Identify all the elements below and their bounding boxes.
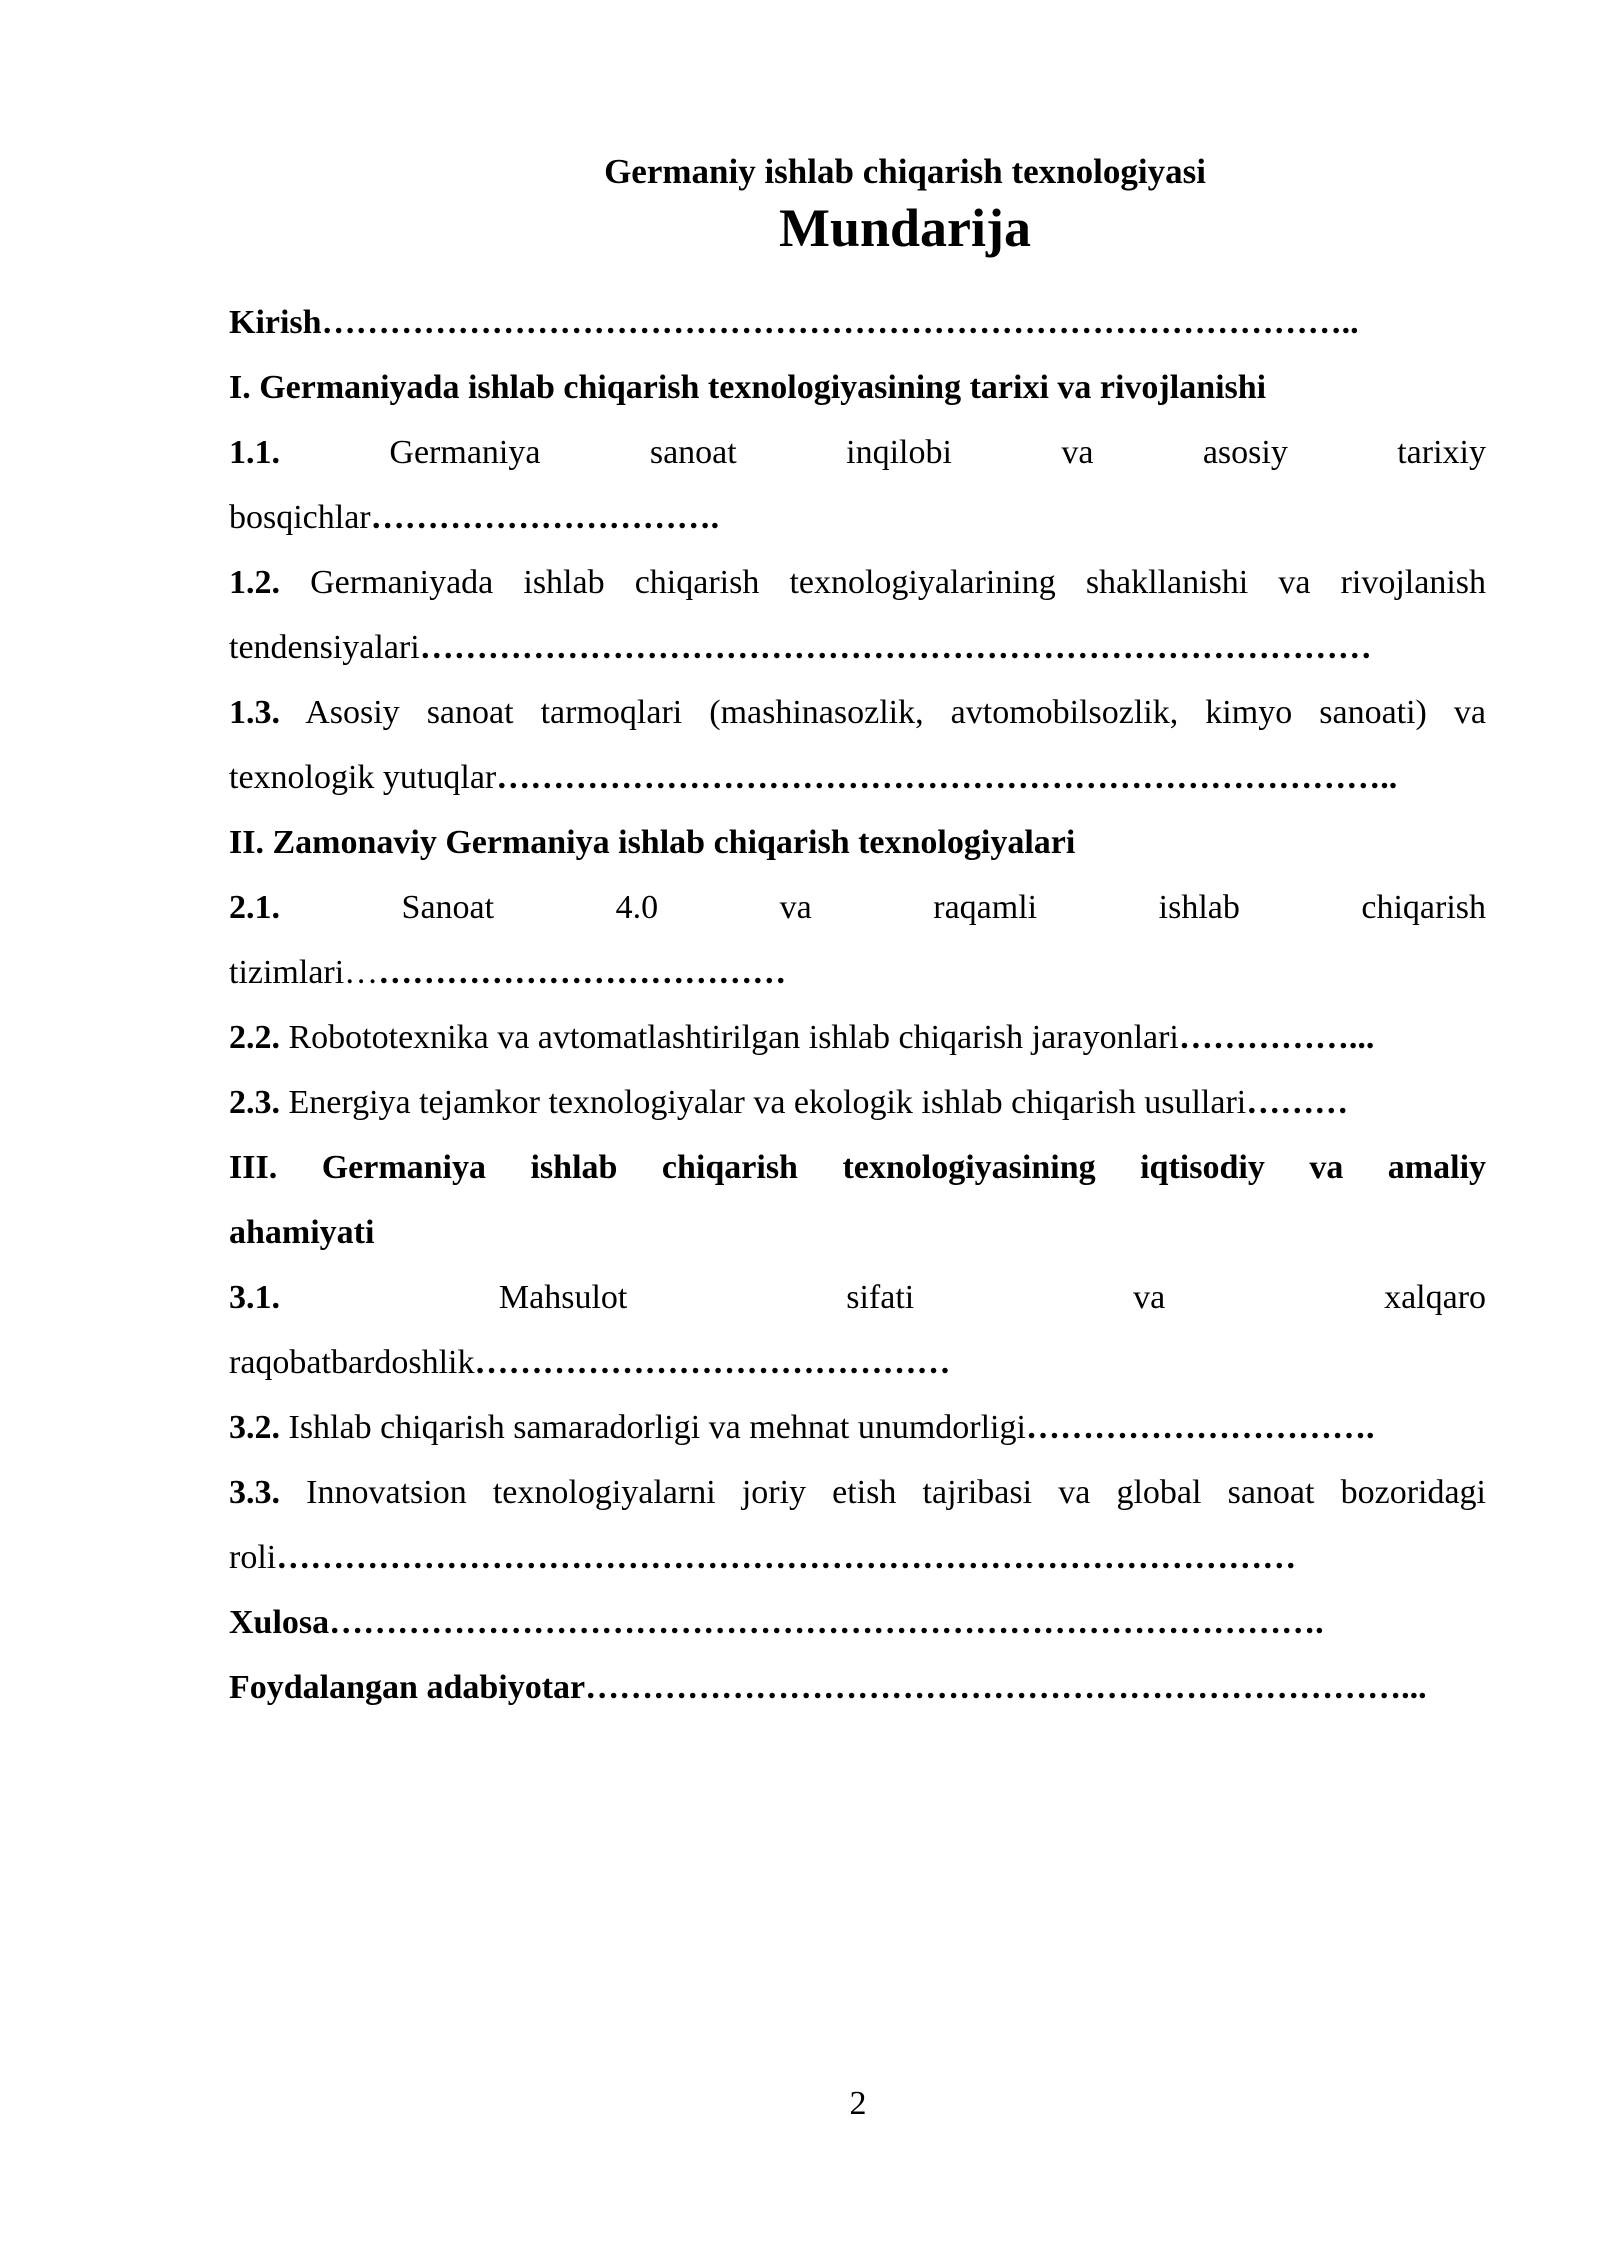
toc-entry-2-1 <box>229 875 1486 940</box>
toc-word: sanoat <box>649 434 737 471</box>
toc-word: sifati <box>846 1279 915 1316</box>
toc-label: I. Germaniyada ishlab chiqarish texnologiyasining tarixi va rivojlanishi <box>229 369 1267 406</box>
toc-word: ishlab <box>1158 889 1240 926</box>
toc-entry-1-1 <box>229 420 1486 485</box>
page-number: 2 <box>849 2085 867 2122</box>
toc-leader: ……………………………………………………………………………….. <box>321 304 1359 341</box>
toc-number: 3.2. <box>229 1409 280 1446</box>
toc-leader: ……… <box>1246 1084 1349 1121</box>
toc-label: bosqichlar <box>229 499 371 536</box>
toc-leader: ………………………………………………………………………… <box>419 629 1372 666</box>
toc-label: Innovatsion texnologiyalarni joriy etish tajribasi va global sanoat bozoridagi <box>306 1474 1486 1511</box>
toc-chapter-3 <box>229 1135 1486 1200</box>
toc-entry-3-1 <box>229 1265 1486 1330</box>
toc-word: Mahsulot <box>498 1279 628 1316</box>
toc-label: Ishlab chiqarish samaradorligi va mehnat unumdorligi <box>288 1409 1026 1446</box>
document-title: Mundarija <box>778 198 1032 258</box>
toc-word: Germaniya <box>389 434 541 471</box>
toc-label: Robototexnika va avtomatlashtirilgan ishlab chiqarish jarayonlari <box>288 1019 1179 1056</box>
toc-word: texnologiyasining <box>842 1149 1096 1186</box>
table-of-contents <box>229 290 1486 1720</box>
toc-leader: …………………………. <box>1025 1409 1375 1446</box>
toc-word: iqtisodiy <box>1140 1149 1265 1186</box>
toc-label: Foydalangan adabiyotar <box>229 1669 586 1706</box>
toc-label: raqobatbardoshlik <box>229 1344 475 1381</box>
toc-word: xalqaro <box>1384 1279 1486 1316</box>
toc-entry-2-2 <box>229 1005 1486 1070</box>
toc-number: 2.1. <box>229 889 280 926</box>
toc-label: Energiya tejamkor texnologiyalar va ekologik ishlab chiqarish usullari <box>288 1084 1247 1121</box>
toc-entry-1-2 <box>229 550 1486 615</box>
toc-word: va <box>1061 434 1094 471</box>
toc-word: tarixiy <box>1397 434 1486 471</box>
toc-label: roli <box>229 1539 277 1576</box>
toc-number: 1.1. <box>229 434 280 471</box>
toc-label: texnologik yutuqlar <box>229 759 497 796</box>
toc-entry-3-1-continuation <box>229 1330 1486 1395</box>
toc-word: amaliy <box>1387 1149 1486 1186</box>
toc-leader: ……………... <box>1178 1019 1375 1056</box>
toc-word: Germaniya <box>321 1149 486 1186</box>
toc-leader: ………………………………………………………………... <box>585 1669 1427 1706</box>
toc-entry-3-2 <box>229 1395 1486 1460</box>
toc-word: asosiy <box>1202 434 1288 471</box>
toc-entry-2-3 <box>229 1070 1486 1135</box>
toc-word: III. <box>229 1149 278 1186</box>
toc-label: Germaniyada ishlab chiqarish texnologiyalarining shakllanishi va rivojlanish <box>310 564 1486 601</box>
toc-word: va <box>1309 1149 1344 1186</box>
toc-label: tizimlari… <box>229 954 379 991</box>
toc-word: inqilobi <box>846 434 952 471</box>
document-subtitle: Germaniy ishlab chiqarish texnologiyasi <box>604 152 1206 191</box>
toc-label: Asosiy sanoat tarmoqlari (mashinasozlik, avtomobilsozlik, kimyo sanoati) va <box>305 694 1486 731</box>
toc-number: 1.3. <box>229 694 280 731</box>
toc-word: chiqarish <box>661 1149 798 1186</box>
toc-entry-2-1-continuation <box>229 940 1486 1005</box>
toc-entry-1-3 <box>229 680 1486 745</box>
toc-leader: ……………………………………………………………………………… <box>276 1539 1297 1576</box>
toc-entry-kirish <box>229 290 1486 355</box>
toc-word: va <box>779 889 812 926</box>
toc-number: 3.3. <box>229 1474 280 1511</box>
toc-entry-3-3-continuation <box>229 1525 1486 1590</box>
toc-word: chiqarish <box>1361 889 1486 926</box>
toc-entry-1-3-continuation <box>229 745 1486 810</box>
toc-word: ishlab <box>530 1149 618 1186</box>
toc-entry-xulosa <box>229 1590 1486 1655</box>
toc-number: 2.3. <box>229 1084 280 1121</box>
toc-leader: ……………………………………………………………………………. <box>329 1604 1324 1641</box>
toc-chapter-1 <box>229 355 1486 420</box>
toc-label: tendensiyalari <box>229 629 420 666</box>
toc-number: 1.2. <box>229 564 280 601</box>
toc-entry-references <box>229 1655 1486 1720</box>
toc-leader: …………………………………… <box>474 1344 951 1381</box>
toc-number: 3.1. <box>229 1279 280 1316</box>
toc-word: 4.0 <box>615 889 659 926</box>
toc-number: 2.2. <box>229 1019 280 1056</box>
toc-word: raqamli <box>933 889 1038 926</box>
toc-entry-3-3 <box>229 1460 1486 1525</box>
toc-label: Kirish <box>229 304 322 341</box>
toc-label: ahamiyati <box>229 1214 375 1251</box>
toc-label: Xulosa <box>229 1604 330 1641</box>
toc-chapter-3-continuation <box>229 1200 1486 1265</box>
toc-chapter-2 <box>229 810 1486 875</box>
toc-entry-1-2-continuation <box>229 615 1486 680</box>
toc-word: Sanoat <box>401 889 495 926</box>
toc-word: va <box>1133 1279 1166 1316</box>
toc-leader: ……………………………… <box>378 954 787 991</box>
toc-leader: …………………………………………………………………….. <box>496 759 1398 796</box>
toc-entry-1-1-continuation <box>229 485 1486 550</box>
toc-label: II. Zamonaviy Germaniya ishlab chiqarish texnologiyalari <box>229 824 1076 861</box>
toc-leader: …………………………. <box>370 499 720 536</box>
